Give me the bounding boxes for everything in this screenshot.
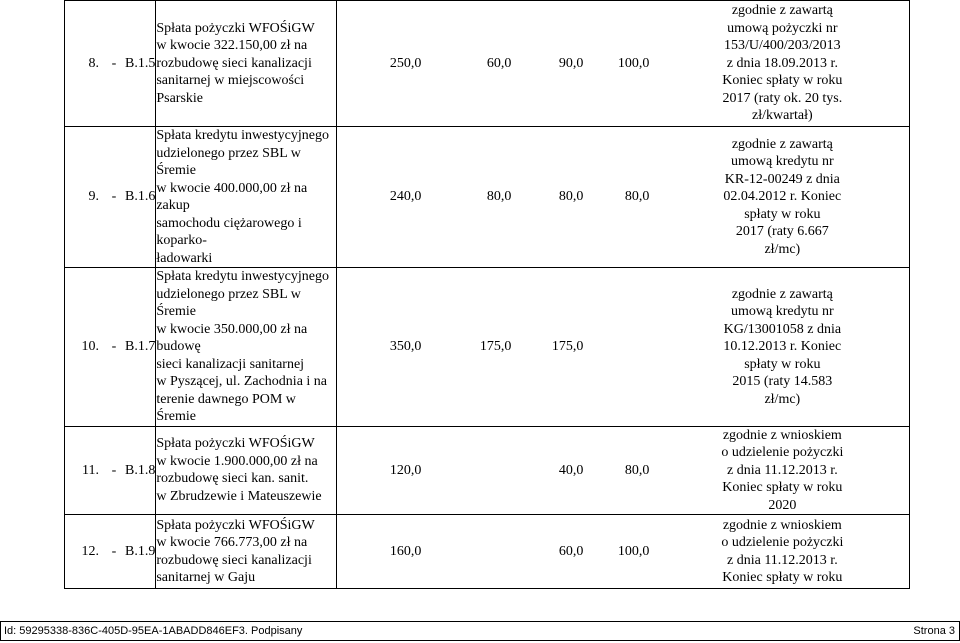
amount-total: 240,0 <box>389 189 422 205</box>
amount-year-2: 90,0 <box>558 55 584 71</box>
description-cell <box>156 268 337 427</box>
row-number: 10. <box>81 339 99 354</box>
remark-line: 2015 (raty 14.583 <box>732 374 833 389</box>
remark-line: spłaty w roku <box>744 356 821 372</box>
description-line: sanitarnej w Gaju <box>156 570 256 585</box>
description-line: rozbudowę sieci kanalizacji <box>156 55 312 71</box>
description-cell <box>156 426 337 515</box>
description-cell <box>156 1 337 127</box>
table-row <box>65 426 910 515</box>
remark-line: 10.12.2013 r. Koniec <box>723 339 842 354</box>
values-cell <box>337 268 910 427</box>
remark-line: zł/mc) <box>764 391 801 407</box>
remark-line: 153/U/400/203/2013 <box>724 38 841 54</box>
description-line: Spłata pożyczki WFOŚiGW <box>156 20 315 36</box>
amount-year-2: 40,0 <box>558 462 584 478</box>
amount-year-3: 80,0 <box>624 189 650 205</box>
description-line: w kwocie 350.000,00 zł na budowę <box>156 321 308 354</box>
table-row <box>65 268 910 427</box>
remark-line: o udzielenie pożyczki <box>721 535 844 550</box>
description-cell <box>156 127 337 268</box>
amount-year-2: 60,0 <box>558 543 584 559</box>
table-row <box>65 515 910 589</box>
description-cell <box>156 515 337 589</box>
remark-line: z dnia 18.09.2013 r. <box>726 55 838 71</box>
remark-line: umową kredytu nr <box>731 304 834 319</box>
document-id: Id: 59295338-836C-405D-95EA-1ABADD846EF3. Podpisany <box>4 625 303 637</box>
page-footer <box>0 621 960 641</box>
remark <box>649 2 909 125</box>
description-line: udzielonego przez SBL w Śremie <box>156 145 301 178</box>
row-number-cell <box>65 1 156 127</box>
description-line: w kwocie 400.000,00 zł na zakup <box>156 180 308 213</box>
remark <box>649 136 909 259</box>
row-number: 11. <box>82 462 99 478</box>
amount-year-1: 60,0 <box>486 55 512 71</box>
values-cell <box>337 515 910 589</box>
row-code: B.1.5 <box>125 55 156 71</box>
description-line: ładowarki <box>156 250 213 266</box>
row-dash: - <box>111 339 117 354</box>
remark <box>649 427 909 515</box>
remark <box>649 517 909 587</box>
description-line: samochodu ciężarowego i koparko- <box>156 215 302 248</box>
amount-year-2: 175,0 <box>551 339 584 354</box>
amount-total: 350,0 <box>389 339 422 354</box>
amount-year-2: 80,0 <box>558 189 584 205</box>
description-line: w Zbrudzewie i Mateuszewie <box>156 488 322 504</box>
remark-line: umową kredytu nr <box>731 154 834 170</box>
row-code: B.1.6 <box>125 189 156 205</box>
row-code: B.1.8 <box>125 462 156 478</box>
remark-line: spłaty w roku <box>744 206 821 222</box>
remark-line: Koniec spłaty w roku <box>722 480 843 495</box>
remark-line: zgodnie z wnioskiem <box>722 427 842 443</box>
row-number: 9. <box>88 189 99 205</box>
remark-line: 2017 (raty ok. 20 tys. <box>722 90 843 106</box>
amount-year-3: 80,0 <box>624 462 650 478</box>
remark-line: KR-12-00249 z dnia <box>724 171 840 187</box>
amount-total: 120,0 <box>389 462 422 478</box>
description-line: w Pyszącej, ul. Zachodnia i na <box>156 374 328 389</box>
remark-line: zgodnie z zawartą <box>731 286 833 302</box>
row-number-cell <box>65 268 156 427</box>
page-number: Strona 3 <box>913 625 955 637</box>
row-number: 12. <box>81 543 99 559</box>
values-cell <box>337 127 910 268</box>
description-line: sanitarnej w miejscowości Psarskie <box>156 73 305 106</box>
description-line: Spłata pożyczki WFOŚiGW <box>156 436 315 452</box>
remark-line: Koniec spłaty w roku <box>722 73 843 89</box>
values-cell <box>337 1 910 127</box>
amount-year-3: 100,0 <box>617 55 650 71</box>
row-number-cell <box>65 426 156 515</box>
remark-line: umową pożyczki nr <box>727 20 838 36</box>
remark-line: z dnia 11.12.2013 r. <box>727 552 838 568</box>
values-cell <box>337 426 910 515</box>
remark-line: zł/mc) <box>764 241 801 257</box>
description-line: rozbudowę sieci kan. sanit. <box>156 471 309 487</box>
row-dash: - <box>111 543 117 559</box>
remark-line: z dnia 11.12.2013 r. <box>727 462 838 478</box>
remark-line: zgodnie z zawartą <box>731 136 833 152</box>
row-number: 8. <box>88 55 99 71</box>
row-number-cell <box>65 515 156 589</box>
row-dash: - <box>111 189 117 205</box>
row-dash: - <box>111 55 117 71</box>
description-line: Spłata kredytu inwestycyjnego <box>156 128 329 143</box>
amount-total: 250,0 <box>389 55 422 71</box>
remark <box>649 286 909 409</box>
table-row <box>65 127 910 268</box>
remark-line: zgodnie z zawartą <box>731 3 833 19</box>
remark-line: zł/kwartał) <box>752 108 813 124</box>
amount-year-1: 80,0 <box>486 189 512 205</box>
amount-total: 160,0 <box>389 543 422 559</box>
remark-line: 02.04.2012 r. Koniec <box>723 189 842 205</box>
row-code: B.1.9 <box>125 543 156 559</box>
remark-line: o udzielenie pożyczki <box>721 445 844 460</box>
remark-line: 2017 (raty 6.667 <box>735 224 829 240</box>
description-line: udzielonego przez SBL w Śremie <box>156 286 301 319</box>
row-number-cell <box>65 127 156 268</box>
remark-line: zgodnie z wnioskiem <box>722 517 842 533</box>
remark-line: KG/13001058 z dnia <box>723 321 842 337</box>
remark-line: 2020 <box>768 497 797 513</box>
row-code: B.1.7 <box>125 339 156 354</box>
description-line: Spłata kredytu inwestycyjnego <box>156 269 329 284</box>
remark-line: Koniec spłaty w roku <box>722 570 843 585</box>
financing-table <box>64 0 910 589</box>
table-row <box>65 1 910 127</box>
description-line: w kwocie 1.900.000,00 zł na <box>156 453 318 469</box>
amount-year-3: 100,0 <box>617 543 650 559</box>
table-body <box>65 1 910 589</box>
description-line: w kwocie 322.150,00 zł na <box>156 38 308 54</box>
description-line: terenie dawnego POM w Śremie <box>156 391 296 424</box>
description-line: rozbudowę sieci kanalizacji <box>156 552 312 568</box>
description-line: Spłata pożyczki WFOŚiGW <box>156 517 315 533</box>
description-line: w kwocie 766.773,00 zł na <box>156 535 308 550</box>
description-line: sieci kanalizacji sanitarnej <box>156 356 305 372</box>
row-dash: - <box>111 462 117 478</box>
amount-year-1: 175,0 <box>479 339 512 354</box>
